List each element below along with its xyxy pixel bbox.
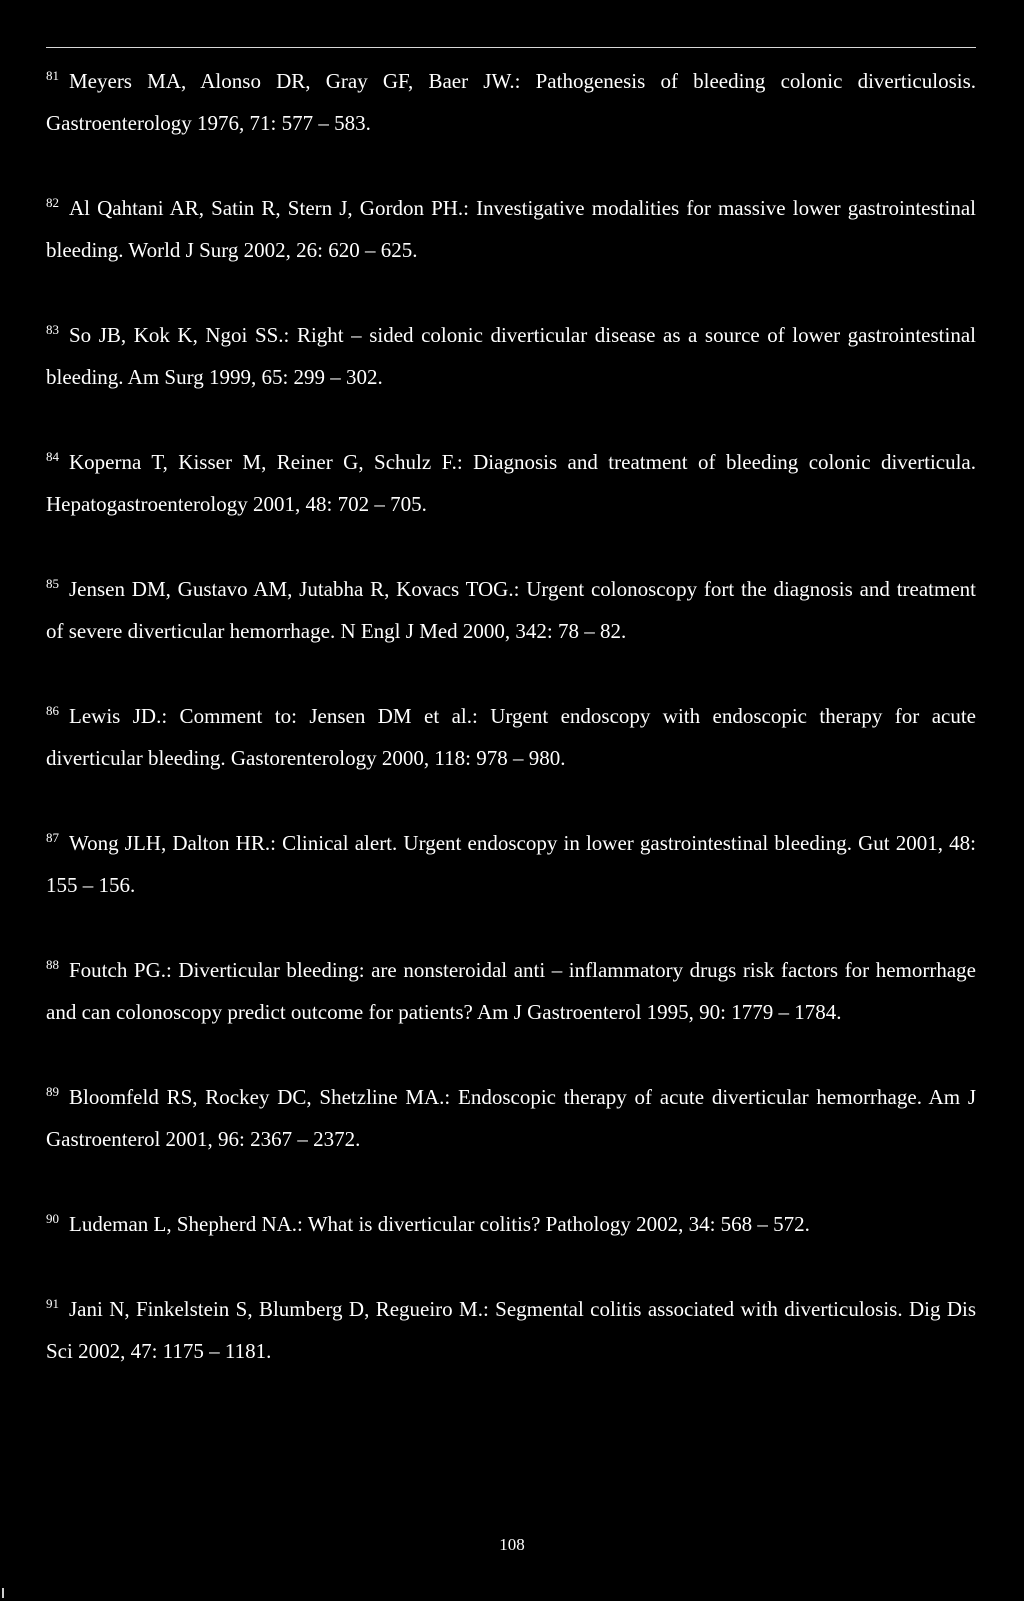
reference-number: 84 — [46, 448, 59, 464]
reference-text: Wong JLH, Dalton HR.: Clinical alert. Urgent endoscopy in lower gastrointestinal bleeding. Gut 2001, 48: 155 – 156. — [46, 831, 976, 897]
reference-number: 88 — [46, 956, 59, 972]
reference-text: Meyers MA, Alonso DR, Gray GF, Baer JW.: Pathogenesis of bleeding colonic diverticulosis. Gastroenterology 1976, 71: 577 – 583. — [46, 69, 976, 135]
reference-text: Koperna T, Kisser M, Reiner G, Schulz F.: Diagnosis and treatment of bleeding colonic diverticula. Hepatogastroenterology 2001, 48: 702 – 705. — [46, 450, 976, 516]
reference-text: So JB, Kok K, Ngoi SS.: Right – sided colonic diverticular disease as a source of lower gastrointestinal bleeding. Am Surg 1999, 65: 299 – 302. — [46, 323, 976, 389]
reference-text: Jensen DM, Gustavo AM, Jutabha R, Kovacs TOG.: Urgent colonoscopy fort the diagnosis and treatment of severe diverticular hemorrhage. N Engl J Med 2000, 342: 78 – 82. — [46, 577, 976, 643]
reference-text: Bloomfeld RS, Rockey DC, Shetzline MA.: Endoscopic therapy of acute diverticular hemorrhage. Am J Gastroenterol 2001, 96: 2367 – 2372. — [46, 1085, 976, 1151]
reference-number: 90 — [46, 1210, 59, 1226]
reference-number: 85 — [46, 575, 59, 591]
reference-number: 86 — [46, 702, 59, 718]
reference-text: Jani N, Finkelstein S, Blumberg D, Regueiro M.: Segmental colitis associated with diverticulosis. Dig Dis Sci 2002, 47: 1175 – 1181. — [46, 1297, 976, 1363]
top-rule — [46, 47, 976, 48]
reference-item — [46, 1076, 976, 1160]
reference-text: Al Qahtani AR, Satin R, Stern J, Gordon PH.: Investigative modalities for massive lower gastrointestinal bleeding. World J Surg 2002, 26: 620 – 625. — [46, 196, 976, 262]
reference-item — [46, 1203, 976, 1245]
reference-text: Lewis JD.: Comment to: Jensen DM et al.: Urgent endoscopy with endoscopic therapy for acute diverticular bleeding. Gastorenterology 2000, 118: 978 – 980. — [46, 704, 976, 770]
reference-item — [46, 60, 976, 144]
reference-item — [46, 187, 976, 271]
reference-item — [46, 822, 976, 906]
reference-number: 89 — [46, 1083, 59, 1099]
reference-number: 81 — [46, 67, 59, 83]
reference-number: 82 — [46, 194, 59, 210]
reference-item — [46, 314, 976, 398]
reference-item — [46, 695, 976, 779]
reference-number: 83 — [46, 321, 59, 337]
edge-mark — [2, 1588, 4, 1598]
reference-item — [46, 949, 976, 1033]
reference-number: 91 — [46, 1295, 59, 1311]
reference-number: 87 — [46, 829, 59, 845]
reference-item — [46, 568, 976, 652]
reference-item — [46, 1288, 976, 1372]
reference-item — [46, 441, 976, 525]
page-number: 108 — [499, 1535, 525, 1554]
reference-list — [46, 60, 976, 1415]
reference-text: Ludeman L, Shepherd NA.: What is diverticular colitis? Pathology 2002, 34: 568 – 572. — [69, 1212, 810, 1236]
reference-text: Foutch PG.: Diverticular bleeding: are nonsteroidal anti – inflammatory drugs risk factors for hemorrhage and can colonoscopy predict outcome for patients? Am J Gastroenterol 1995, 90: 1779 – 1784. — [46, 958, 976, 1024]
